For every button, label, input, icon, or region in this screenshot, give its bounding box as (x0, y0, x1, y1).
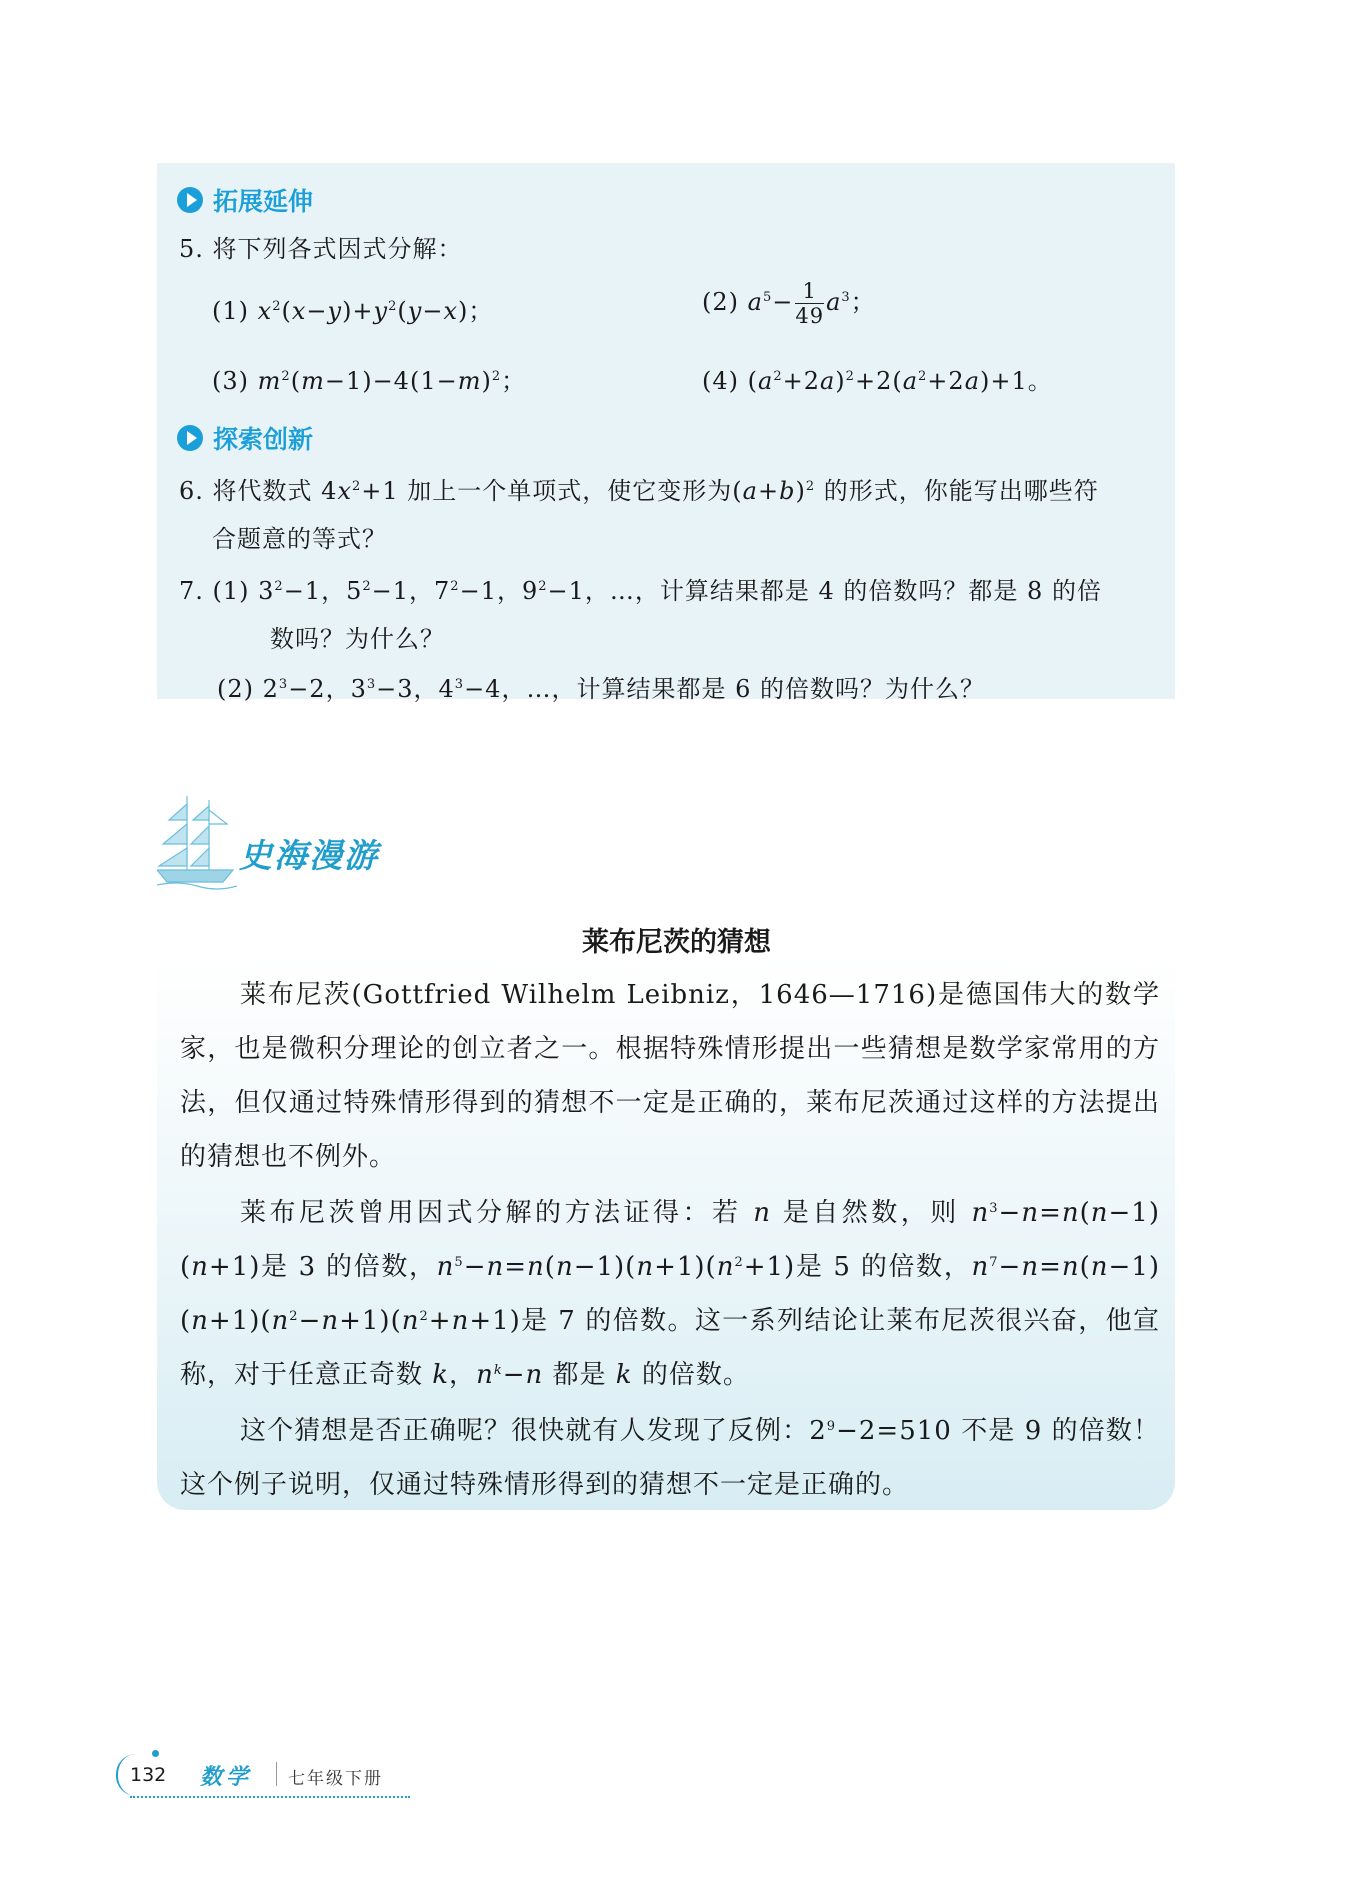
question-5: 5. 将下列各式因式分解： (179, 235, 463, 263)
section-title-extension: 拓展延伸 (213, 187, 314, 216)
sailing-ship-icon (157, 790, 237, 890)
history-banner-title: 史海漫游 (239, 836, 379, 875)
article-paragraph-2: 莱布尼茨曾用因式分解的方法证得：若 n 是自然数，则 $n^3-n=n(n-1)(n+1)$是 3 的倍数，$n^5-n=n(n-1)(n+1)(n^2+1)$是 5 的倍数，$n^7-n=n(n-1)(n+1)(n^2-n+1)(n^2+n+1)$是 7 的倍数。这一系列结论让莱布尼茨很兴奋，他宣称，对于任意正奇数 k，$n^k-n$ 都是 k 的倍数。 (180, 1198, 1161, 1390)
section-explore (177, 420, 313, 456)
footer-divider (276, 1762, 277, 1786)
exercise-box (157, 163, 1175, 703)
question-6-line1: 6. 将代数式 $4x^2+1$ 加上一个单项式，使它变形为$(a+b)^2$ 的形式，你能写出哪些符 (179, 477, 1099, 505)
article-paragraph-1: 莱布尼茨(Gottfried Wilhelm Leibniz，1646—1716)是德国伟大的数学家，也是微积分理论的创立者之一。根据特殊情形提出一些猜想是数学家常用的方法，但仅通过特殊情形得到的猜想不一定是正确的，莱布尼茨通过这样的方法提出的猜想也不例外。 (180, 980, 1160, 1172)
q5-part3: (3) $m^2(m-1)-4(1-m)^2$； (212, 367, 527, 395)
question-7-line3: (2) $2^3-2$，$3^3-3$，$4^3-4$，…，计算结果都是 6 的倍数吗？为什么？ (217, 675, 985, 703)
question-6-line2: 合题意的等式？ (212, 525, 387, 553)
footer-book-title: 七年级下册 (288, 1769, 383, 1789)
q5-part2: (2) $a^5-$ $\frac{1}{49}$ $a^3$； (702, 279, 876, 328)
section-extension (177, 182, 313, 218)
play-circle-icon (177, 187, 203, 213)
question-7-line1: 7. (1) $3^2-1$，$5^2-1$，$7^2-1$，$9^2-1$，…，计算结果都是 4 的倍数吗？都是 8 的倍 (179, 577, 1102, 605)
play-circle-icon (177, 425, 203, 451)
q5-part1: (1) $x^2(x-y)+y^2(y-x)$； (212, 297, 494, 325)
article-title: 莱布尼茨的猜想 (582, 927, 771, 958)
question-7-line2: 数吗？为什么？ (270, 625, 445, 653)
article-paragraph-3: 这个猜想是否正确呢？很快就有人发现了反例：$2^9-2=510$ 不是 9 的倍数！这个例子说明，仅通过特殊情形得到的猜想不一定是正确的。 (180, 1416, 1161, 1500)
page-footer (116, 1750, 406, 1800)
footer-subject: 数学 (200, 1765, 253, 1790)
page-number: 132 (130, 1764, 167, 1786)
footer-dot (152, 1750, 159, 1757)
q5-part4: (4) $(a^2+2a)^2+2(a^2+2a)+1$。 (702, 367, 1053, 395)
footer-dotted-line (130, 1796, 410, 1798)
section-title-explore: 探索创新 (213, 425, 314, 454)
history-banner (157, 790, 417, 890)
